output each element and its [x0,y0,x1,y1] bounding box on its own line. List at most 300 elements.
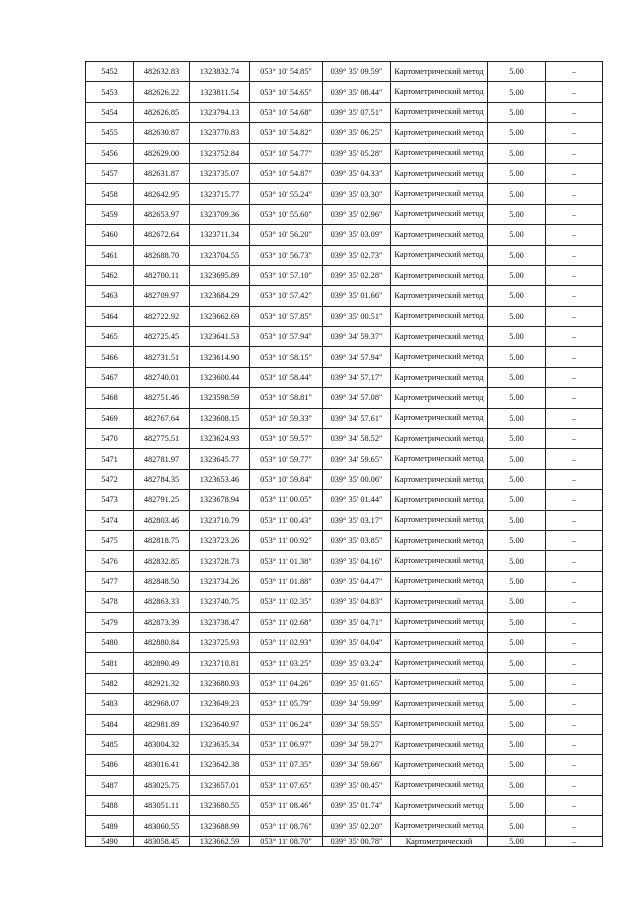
accuracy-cell: 5.00 [488,571,546,591]
point-number-cell: 5490 [86,836,134,847]
latitude-cell: 053° 10' 59.57" [250,429,323,449]
accuracy-cell: 5.00 [488,469,546,489]
longitude-cell: 039° 34' 57.61" [323,408,391,428]
point-number-cell: 5484 [86,714,134,734]
method-cell: Картометрический метод [391,653,488,673]
x-coordinate-cell: 482626.22 [134,82,190,102]
y-coordinate-cell: 1323711.34 [190,225,250,245]
note-cell: – [546,653,603,673]
note-cell: – [546,714,603,734]
x-coordinate-cell: 483025.75 [134,775,190,795]
accuracy-cell: 5.00 [488,551,546,571]
longitude-cell: 039° 35' 05.28" [323,143,391,163]
point-number-cell: 5470 [86,429,134,449]
longitude-cell: 039° 35' 04.47" [323,571,391,591]
latitude-cell: 053° 10' 57.10" [250,265,323,285]
latitude-cell: 053° 10' 58.81" [250,388,323,408]
longitude-cell: 039° 35' 03.30" [323,184,391,204]
method-cell: Картометрический метод [391,612,488,632]
x-coordinate-cell: 482725.45 [134,327,190,347]
table-row [86,204,603,224]
method-cell: Картометрический метод [391,367,488,387]
y-coordinate-cell: 1323600.44 [190,367,250,387]
table-row [86,551,603,571]
method-cell: Картометрический метод [391,714,488,734]
latitude-cell: 053° 11' 07.65" [250,775,323,795]
table-row [86,347,603,367]
method-cell: Картометрический метод [391,775,488,795]
y-coordinate-cell: 1323710.79 [190,510,250,530]
latitude-cell: 053° 10' 57.42" [250,286,323,306]
point-number-cell: 5456 [86,143,134,163]
x-coordinate-cell: 482632.83 [134,62,190,82]
y-coordinate-cell: 1323624.93 [190,429,250,449]
point-number-cell: 5481 [86,653,134,673]
longitude-cell: 039° 35' 01.44" [323,490,391,510]
x-coordinate-cell: 482880.84 [134,632,190,652]
table-row [86,694,603,714]
y-coordinate-cell: 1323695.89 [190,265,250,285]
table-row [86,306,603,326]
note-cell: – [546,632,603,652]
note-cell: – [546,530,603,550]
x-coordinate-cell: 482791.25 [134,490,190,510]
point-number-cell: 5483 [86,694,134,714]
point-number-cell: 5457 [86,163,134,183]
method-cell: Картометрический метод [391,632,488,652]
x-coordinate-cell: 482848.50 [134,571,190,591]
latitude-cell: 053° 11' 05.79" [250,694,323,714]
x-coordinate-cell: 482981.89 [134,714,190,734]
note-cell: – [546,388,603,408]
y-coordinate-cell: 1323794.13 [190,102,250,122]
table-row [86,673,603,693]
point-number-cell: 5466 [86,347,134,367]
accuracy-cell: 5.00 [488,367,546,387]
x-coordinate-cell: 482751.46 [134,388,190,408]
latitude-cell: 053° 10' 54.65" [250,82,323,102]
table-row [86,571,603,591]
method-cell: Картометрический метод [391,673,488,693]
x-coordinate-cell: 482731.51 [134,347,190,367]
latitude-cell: 053° 11' 01.38" [250,551,323,571]
longitude-cell: 039° 35' 00.78" [323,836,391,847]
note-cell: – [546,347,603,367]
latitude-cell: 053° 10' 56.20" [250,225,323,245]
y-coordinate-cell: 1323832.74 [190,62,250,82]
longitude-cell: 039° 34' 59.27" [323,734,391,754]
longitude-cell: 039° 35' 02.20" [323,816,391,836]
note-cell: – [546,490,603,510]
point-number-cell: 5474 [86,510,134,530]
point-number-cell: 5454 [86,102,134,122]
latitude-cell: 053° 10' 59.33" [250,408,323,428]
method-cell: Картометрический метод [391,551,488,571]
table-row [86,163,603,183]
method-cell: Картометрический [391,836,488,847]
method-cell: Картометрический метод [391,449,488,469]
latitude-cell: 053° 11' 02.93" [250,632,323,652]
point-number-cell: 5468 [86,388,134,408]
accuracy-cell: 5.00 [488,143,546,163]
y-coordinate-cell: 1323811.54 [190,82,250,102]
latitude-cell: 053° 10' 59.77" [250,449,323,469]
latitude-cell: 053° 11' 08.76" [250,816,323,836]
table-row [86,714,603,734]
accuracy-cell: 5.00 [488,775,546,795]
note-cell: – [546,510,603,530]
method-cell: Картометрический метод [391,796,488,816]
method-cell: Картометрический метод [391,286,488,306]
longitude-cell: 039° 35' 02.96" [323,204,391,224]
latitude-cell: 053° 11' 08.46" [250,796,323,816]
y-coordinate-cell: 1323704.55 [190,245,250,265]
point-number-cell: 5476 [86,551,134,571]
method-cell: Картометрический метод [391,816,488,836]
latitude-cell: 053° 10' 56.73" [250,245,323,265]
note-cell: – [546,755,603,775]
note-cell: – [546,551,603,571]
method-cell: Картометрический метод [391,694,488,714]
latitude-cell: 053° 11' 00.92" [250,530,323,550]
accuracy-cell: 5.00 [488,530,546,550]
table-row [86,143,603,163]
note-cell: – [546,775,603,795]
accuracy-cell: 5.00 [488,123,546,143]
y-coordinate-cell: 1323688.99 [190,816,250,836]
longitude-cell: 039° 35' 04.83" [323,592,391,612]
y-coordinate-cell: 1323770.83 [190,123,250,143]
table-row [86,367,603,387]
y-coordinate-cell: 1323710.81 [190,653,250,673]
table-row [86,388,603,408]
table-row [86,102,603,122]
point-number-cell: 5487 [86,775,134,795]
table-row [86,82,603,102]
longitude-cell: 039° 34' 59.66" [323,755,391,775]
latitude-cell: 053° 10' 54.82" [250,123,323,143]
y-coordinate-cell: 1323678.94 [190,490,250,510]
longitude-cell: 039° 35' 06.25" [323,123,391,143]
latitude-cell: 053° 10' 54.68" [250,102,323,122]
accuracy-cell: 5.00 [488,306,546,326]
method-cell: Картометрический метод [391,592,488,612]
method-cell: Картометрический метод [391,347,488,367]
method-cell: Картометрический метод [391,204,488,224]
note-cell: – [546,449,603,469]
table-row [86,816,603,836]
note-cell: – [546,429,603,449]
x-coordinate-cell: 482832.85 [134,551,190,571]
latitude-cell: 053° 10' 55.60" [250,204,323,224]
table-row [86,836,603,847]
longitude-cell: 039° 35' 00.51" [323,306,391,326]
table-row [86,123,603,143]
x-coordinate-cell: 482722.92 [134,306,190,326]
x-coordinate-cell: 482740.01 [134,367,190,387]
note-cell: – [546,245,603,265]
latitude-cell: 053° 11' 08.70" [250,836,323,847]
point-number-cell: 5482 [86,673,134,693]
method-cell: Картометрический метод [391,62,488,82]
latitude-cell: 053° 11' 01.88" [250,571,323,591]
point-number-cell: 5458 [86,184,134,204]
accuracy-cell: 5.00 [488,836,546,847]
point-number-cell: 5471 [86,449,134,469]
point-number-cell: 5467 [86,367,134,387]
latitude-cell: 053° 11' 03.25" [250,653,323,673]
method-cell: Картометрический метод [391,82,488,102]
accuracy-cell: 5.00 [488,429,546,449]
x-coordinate-cell: 482767.64 [134,408,190,428]
table-row [86,245,603,265]
note-cell: – [546,796,603,816]
method-cell: Картометрический метод [391,143,488,163]
y-coordinate-cell: 1323680.93 [190,673,250,693]
accuracy-cell: 5.00 [488,408,546,428]
longitude-cell: 039° 35' 02.28" [323,265,391,285]
y-coordinate-cell: 1323653.46 [190,469,250,489]
note-cell: – [546,143,603,163]
x-coordinate-cell: 482890.49 [134,653,190,673]
x-coordinate-cell: 482709.97 [134,286,190,306]
x-coordinate-cell: 482921.32 [134,673,190,693]
y-coordinate-cell: 1323752.84 [190,143,250,163]
latitude-cell: 053° 11' 07.35" [250,755,323,775]
note-cell: – [546,571,603,591]
table-row [86,62,603,82]
point-number-cell: 5459 [86,204,134,224]
method-cell: Картометрический метод [391,265,488,285]
method-cell: Картометрический метод [391,327,488,347]
y-coordinate-cell: 1323740.75 [190,592,250,612]
accuracy-cell: 5.00 [488,204,546,224]
y-coordinate-cell: 1323662.69 [190,306,250,326]
latitude-cell: 053° 10' 58.44" [250,367,323,387]
table-row [86,653,603,673]
note-cell: – [546,82,603,102]
longitude-cell: 039° 34' 59.55" [323,714,391,734]
longitude-cell: 039° 35' 04.71" [323,612,391,632]
accuracy-cell: 5.00 [488,714,546,734]
accuracy-cell: 5.00 [488,225,546,245]
x-coordinate-cell: 482672.64 [134,225,190,245]
x-coordinate-cell: 483060.55 [134,816,190,836]
method-cell: Картометрический метод [391,123,488,143]
point-number-cell: 5479 [86,612,134,632]
note-cell: – [546,102,603,122]
accuracy-cell: 5.00 [488,490,546,510]
table-row [86,469,603,489]
note-cell: – [546,184,603,204]
y-coordinate-cell: 1323662.59 [190,836,250,847]
y-coordinate-cell: 1323598.59 [190,388,250,408]
x-coordinate-cell: 483016.41 [134,755,190,775]
x-coordinate-cell: 482873.39 [134,612,190,632]
y-coordinate-cell: 1323723.26 [190,530,250,550]
longitude-cell: 039° 35' 01.65" [323,673,391,693]
note-cell: – [546,673,603,693]
y-coordinate-cell: 1323642.38 [190,755,250,775]
method-cell: Картометрический метод [391,306,488,326]
method-cell: Картометрический метод [391,530,488,550]
method-cell: Картометрический метод [391,755,488,775]
point-number-cell: 5488 [86,796,134,816]
table-row [86,734,603,754]
method-cell: Картометрический метод [391,734,488,754]
latitude-cell: 053° 11' 04.26" [250,673,323,693]
table-row [86,775,603,795]
point-number-cell: 5455 [86,123,134,143]
table-row [86,265,603,285]
y-coordinate-cell: 1323641.53 [190,327,250,347]
method-cell: Картометрический метод [391,490,488,510]
table-row [86,184,603,204]
accuracy-cell: 5.00 [488,632,546,652]
longitude-cell: 039° 35' 04.16" [323,551,391,571]
table-row [86,592,603,612]
table-row [86,612,603,632]
y-coordinate-cell: 1323735.07 [190,163,250,183]
note-cell: – [546,367,603,387]
latitude-cell: 053° 11' 00.05" [250,490,323,510]
latitude-cell: 053° 11' 06.24" [250,714,323,734]
method-cell: Картометрический метод [391,225,488,245]
note-cell: – [546,612,603,632]
point-number-cell: 5472 [86,469,134,489]
x-coordinate-cell: 482630.87 [134,123,190,143]
longitude-cell: 039° 34' 59.99" [323,694,391,714]
latitude-cell: 053° 11' 02.68" [250,612,323,632]
x-coordinate-cell: 482775.51 [134,429,190,449]
point-number-cell: 5453 [86,82,134,102]
x-coordinate-cell: 482781.97 [134,449,190,469]
method-cell: Картометрический метод [391,388,488,408]
y-coordinate-cell: 1323734.26 [190,571,250,591]
x-coordinate-cell: 482700.11 [134,265,190,285]
table-row [86,490,603,510]
table-row [86,327,603,347]
y-coordinate-cell: 1323728.73 [190,551,250,571]
table-row [86,286,603,306]
accuracy-cell: 5.00 [488,734,546,754]
accuracy-cell: 5.00 [488,755,546,775]
longitude-cell: 039° 35' 01.74" [323,796,391,816]
accuracy-cell: 5.00 [488,612,546,632]
latitude-cell: 053° 11' 02.35" [250,592,323,612]
point-number-cell: 5489 [86,816,134,836]
table-row [86,408,603,428]
x-coordinate-cell: 482968.07 [134,694,190,714]
latitude-cell: 053° 11' 00.43" [250,510,323,530]
note-cell: – [546,836,603,847]
longitude-cell: 039° 35' 09.59" [323,62,391,82]
method-cell: Картометрический метод [391,571,488,591]
y-coordinate-cell: 1323608.15 [190,408,250,428]
accuracy-cell: 5.00 [488,347,546,367]
longitude-cell: 039° 34' 57.08" [323,388,391,408]
accuracy-cell: 5.00 [488,265,546,285]
note-cell: – [546,694,603,714]
x-coordinate-cell: 483051.11 [134,796,190,816]
x-coordinate-cell: 482863.33 [134,592,190,612]
point-number-cell: 5452 [86,62,134,82]
y-coordinate-cell: 1323635.34 [190,734,250,754]
longitude-cell: 039° 35' 03.85" [323,530,391,550]
accuracy-cell: 5.00 [488,62,546,82]
coordinates-table [85,61,603,847]
x-coordinate-cell: 482784.35 [134,469,190,489]
method-cell: Картометрический метод [391,163,488,183]
table-row [86,796,603,816]
x-coordinate-cell: 483004.32 [134,734,190,754]
longitude-cell: 039° 35' 04.33" [323,163,391,183]
note-cell: – [546,62,603,82]
note-cell: – [546,225,603,245]
note-cell: – [546,816,603,836]
y-coordinate-cell: 1323725.93 [190,632,250,652]
longitude-cell: 039° 35' 08.44" [323,82,391,102]
longitude-cell: 039° 35' 03.24" [323,653,391,673]
accuracy-cell: 5.00 [488,82,546,102]
y-coordinate-cell: 1323738.47 [190,612,250,632]
method-cell: Картометрический метод [391,245,488,265]
x-coordinate-cell: 482653.97 [134,204,190,224]
accuracy-cell: 5.00 [488,102,546,122]
method-cell: Картометрический метод [391,429,488,449]
note-cell: – [546,286,603,306]
note-cell: – [546,163,603,183]
latitude-cell: 053° 10' 59.84" [250,469,323,489]
longitude-cell: 039° 35' 00.06" [323,469,391,489]
table-row [86,225,603,245]
y-coordinate-cell: 1323645.77 [190,449,250,469]
latitude-cell: 053° 10' 57.85" [250,306,323,326]
x-coordinate-cell: 482626.85 [134,102,190,122]
y-coordinate-cell: 1323657.01 [190,775,250,795]
point-number-cell: 5464 [86,306,134,326]
accuracy-cell: 5.00 [488,694,546,714]
note-cell: – [546,469,603,489]
x-coordinate-cell: 483058.45 [134,836,190,847]
table-body [86,62,603,847]
longitude-cell: 039° 34' 59.37" [323,327,391,347]
table-row [86,530,603,550]
point-number-cell: 5485 [86,734,134,754]
x-coordinate-cell: 482803.46 [134,510,190,530]
accuracy-cell: 5.00 [488,816,546,836]
longitude-cell: 039° 35' 02.73" [323,245,391,265]
longitude-cell: 039° 34' 57.17" [323,367,391,387]
method-cell: Картометрический метод [391,408,488,428]
x-coordinate-cell: 482642.95 [134,184,190,204]
latitude-cell: 053° 10' 54.85" [250,62,323,82]
table-row [86,510,603,530]
latitude-cell: 053° 10' 54.87" [250,163,323,183]
longitude-cell: 039° 34' 57.94" [323,347,391,367]
y-coordinate-cell: 1323649.23 [190,694,250,714]
note-cell: – [546,265,603,285]
point-number-cell: 5473 [86,490,134,510]
point-number-cell: 5465 [86,327,134,347]
latitude-cell: 053° 10' 55.24" [250,184,323,204]
note-cell: – [546,408,603,428]
y-coordinate-cell: 1323680.55 [190,796,250,816]
accuracy-cell: 5.00 [488,796,546,816]
longitude-cell: 039° 34' 58.52" [323,429,391,449]
note-cell: – [546,204,603,224]
point-number-cell: 5486 [86,755,134,775]
